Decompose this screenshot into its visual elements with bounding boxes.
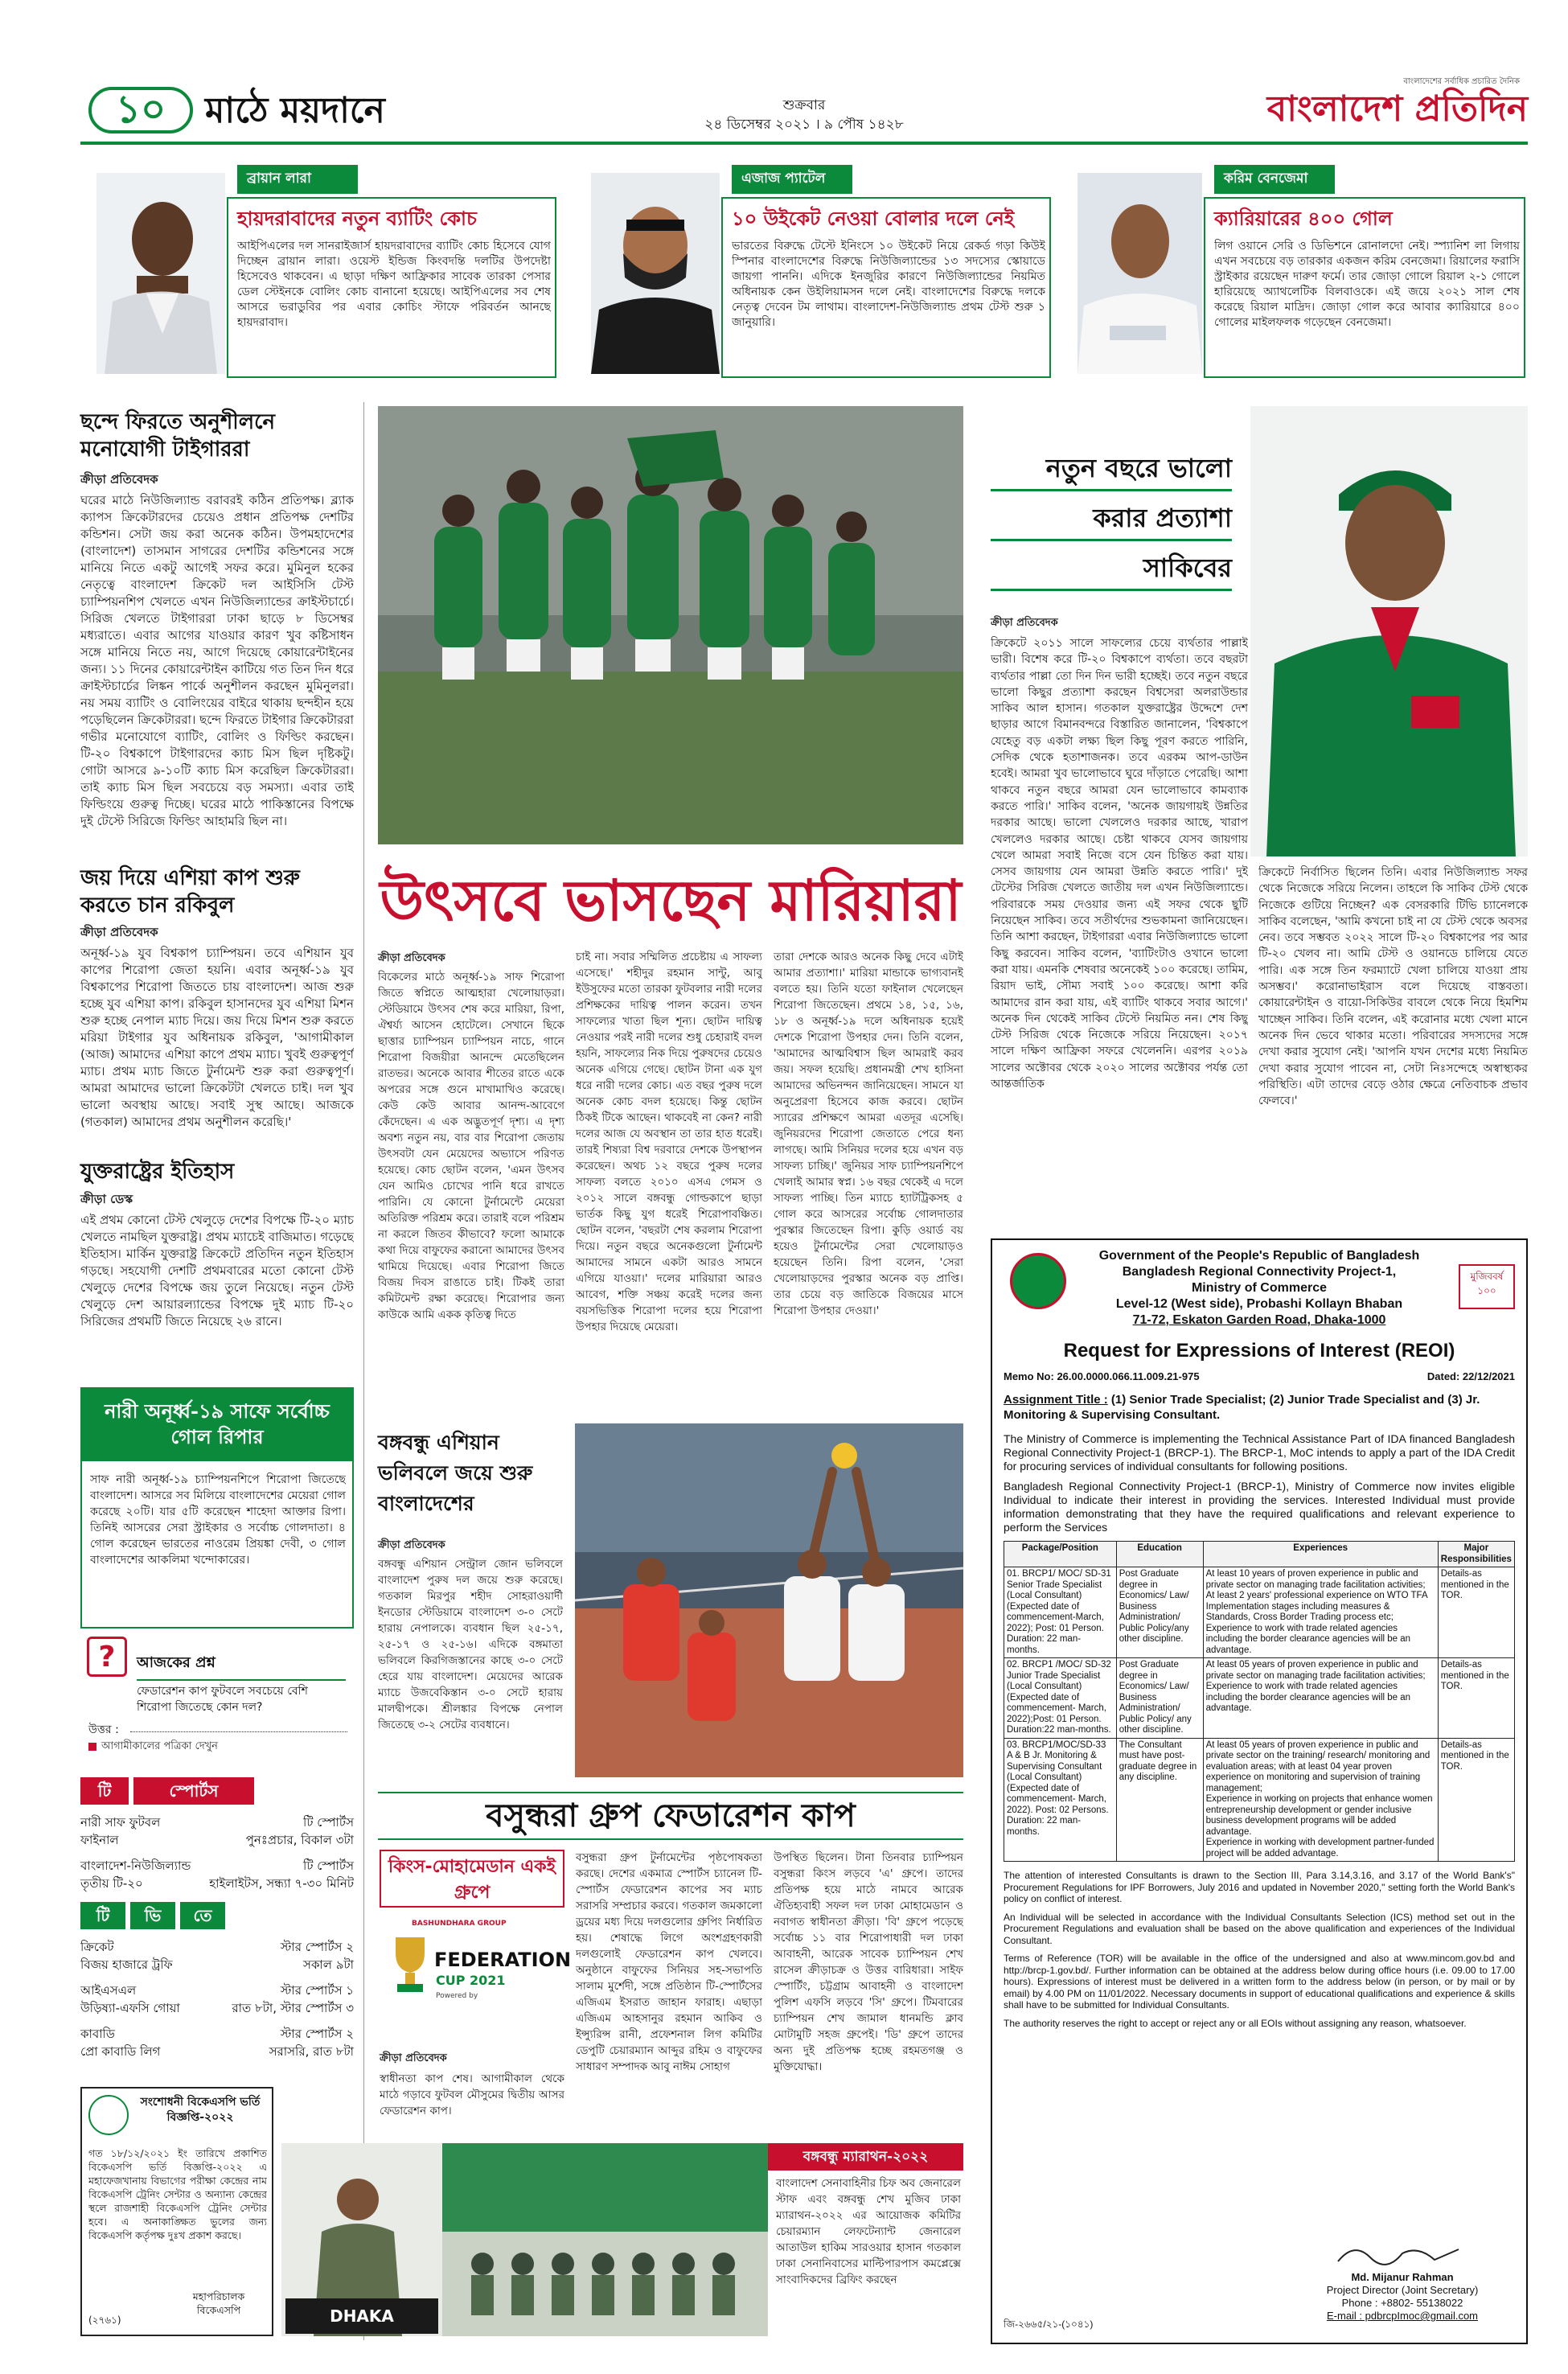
govt-logo <box>1010 1253 1066 1309</box>
eoi-ministry: Ministry of Commerce <box>1191 1281 1328 1295</box>
feature-col1: বিকেলের মাঠে অনূর্ধ্ব-১৯ সাফ শিরোপা জিতে স্বপ্নিতে আত্মহারা খেলোয়াড়রা। স্টেডিয়ামে উৎসব শেষ করে মারিয়া, রিপা, ঐশ্বর্য্য আসেন হোটেলে। সেখানে ছিকে ছাত্তার চ্যাম্পিয়ন চ্যাম্পিয়ন নাচে, গানে শিরোপা বিজয়ীরা আনন্দে মেতেছিলেন রাতভর। অনেকে আবার শীতের রাতে একে অপরের সঙ্গে গুনে মাখামাখিও করেছে। কেউ কেউ আবার আনন্দ-আবেগে কেঁদেছেন। এ এক অদ্ভুতপূর্ণ দৃশ্য। এ দৃশ্য অবশ্য নতুন নয়, বার বার শিরোপা জেতায় উৎসবটা যেন মেয়েদের অভ্যাসে পরিণত হয়েছে। কোচ ছোটন বলেন, 'এমন উৎসব যেন আমিও চোখের পানি ধরে রাখতে পারিনি। যে কোনো টুর্নামেন্টে মেয়েরা অতিরিক্ত পরিশ্রম করে। তারাই বলে পরিশ্রম না করলে জিতব কীভাবে? ফলো আমাকে কথা দিয়ে বাফুফের করানো আমাদের উৎসব থামিয়ে দিয়েছে। এবার শিরোপা জিতে বিজয় দিবস রাঙাতে চাই। টিকই তারা কমিটমেন্ট রক্ষা করেছে। শিরোপার জন্য কাউকে আমি একক কৃতিত্ব দিতে <box>378 971 564 1321</box>
quiz-footer-marker <box>88 1743 96 1751</box>
eoi-para6: The authority reserves the right to accept or reject any or all EOIs without assigning any reason, whatsoever. <box>1004 2017 1467 2029</box>
schedule-row: বিজয় হাজারে ট্রফি সকাল ৯টা <box>80 1957 354 1972</box>
fedcup-col2: উপস্থিত ছিলেন। টানা তিনবার চ্যাম্পিয়ন বসুন্ধরা কিংস লড়বে 'এ' গ্রুপে। তাদের প্রতিপক্ষ হয়ে মাঠে নামবে আরেক ঐতিহ্যবাহী সফল দল ঢাকা মোহামেডান ও নবাগত স্বাধীনতা ক্রীড়া। 'বি' গ্রুপে পড়েছে সর্বোচ্চ ১১ বার শিরোপাধারী দল ঢাকা আবাহনী, আরেক সাবেক চ্যাম্পিয়ন শেখ রাসেল ক্রীড়াচক্র ও উত্তর বারিধারা। সাইফ স্পোর্টিং, চট্টগ্রাম আবাহনী ও বাংলাদেশ পুলিশ এফসি লড়বে 'সি' গ্রুপে। টিমবারের চ্যাম্পিয়ন শেখ জামাল ধানমন্ডি ক্লাব মোটামুটি সহজ গ্রুপেই। 'ডি' গ্রুপে তাদের অন্য দুই প্রতিপক্ষ হচ্ছে রহমতগঞ্জ ও মুক্তিযোদ্ধা। <box>774 1851 963 2073</box>
schedule-row: উড়িষ্যা-এফসি গোয়া রাত ৮টা, স্টার স্পোর্টস ৩ <box>80 2001 354 2015</box>
table-row: 01. BRCP1/ MOC/ SD-31 Senior Trade Specialist (Local Consultant) (Expected date of commencement-March, 2022); Post: 01 Person. Duration: 22 man-months. Post Graduate degree in Economics/ Law/ Business Administration/ Public Policy/any other discipline. At least 10 years of proven experience in public and private sector on managing trade facilitation activities; At least 2 years' professional experience on WTO TFA Implementation stages including measures & Standards, Cross Border Trading process etc; Experience to work with trade related agencies including the border clearance agencies will be an advantage. Details-as mentioned in the TOR. <box>1004 1567 1515 1658</box>
rakibul-headline: জয় দিয়ে এশিয়া কাপ শুরু করতে চান রকিবুল <box>80 866 300 918</box>
fedcup-col1: বসুন্ধরা গ্রুপ টুর্নামেন্টের পৃষ্ঠপোষকতা করছে। দেশের একমাত্র স্পোর্টস চ্যানেল টি-স্পোর্টস ফেডারেশন কাপের সব ম্যাচ সরাসরি সম্প্রচার করবে। গতকাল জমকালো ড্রয়ের মধ্য দিয়ে দলগুলোর গ্রুপিং নির্ধারিত হয়। শেষাদ্ধে লিগে অংশগ্রহণকারী দলগুলোই ফেডারেশন কাপ খেলবে। অনুষ্ঠানে বাফুফের সিনিয়র সহ-সভাপতি সালাম মুর্শেদী, সঙ্গে প্রতিষ্ঠান টি-স্পোর্টসের এজিএম ইসরাত জাহান ফারাহ। এছাড়া এজিএম আহসানুর রহমান আকিব ও ইন্স্যুরিন্স রানী, প্রফেশনাল লিগ কমিটির ডেপুটি চেয়ারম্যান আব্দুর রহিম ও বাফুফের সাধারণ সম্পাদক আবু নাঈম সোহাগ <box>576 1851 762 2073</box>
trophy-icon <box>388 1934 433 1998</box>
eoi-signature <box>1330 2237 1475 2269</box>
top-story-lara <box>96 165 559 382</box>
benzema-body: লিগ ওয়ানে সেরি ও ডিভিশনে রোনালদো নেই। স্প্যানিশ লা লিগায় এখন সবচেয়ে বড় তারকার একজন করিম বেনজেমা। রিয়ালের ফরাসি স্ট্রাইকার রয়েছেন দারুণ ফর্মে। তার জোড়া গোলে রিয়াল ২-১ গোলে হারিয়েছে অ্যাথলেটিক বিলবাওকে। এই জয়ে ২০২১ সাল শেষ করেছে রিয়াল মাদ্রিদ। জোড়া গোল করে আবার ক্যারিয়ারে ৪০০ গোলের মাইলফলক গড়েছেন বেনজেমা। <box>1214 240 1520 329</box>
tigers-byline: ক্রীড়া প্রতিবেদক <box>80 472 158 487</box>
bksp-ad <box>80 2087 273 2336</box>
schedule-row: ক্রিকেট স্টার স্পোর্টস ২ <box>80 1940 354 1954</box>
header-day: শুক্রবার <box>782 97 826 113</box>
fedcup-logo-sub: CUP 2021 <box>436 1973 506 1988</box>
schedule-row: তৃতীয় টি-২০ হাইলাইটস, সন্ধ্যা ৭-৩০ মিনিট <box>80 1876 354 1891</box>
eoi-sign-name: Md. Mijanur Rahman <box>1351 2271 1454 2283</box>
tsports-letter-t: টি <box>80 1777 129 1805</box>
usa-body: এই প্রথম কোনো টেস্ট খেলুড়ে দেশের বিপক্ষে টি-২০ ম্যাচ খেলতে নামছিল যুক্তরাষ্ট্র। প্রথম ম্যাচেই বাজিমাত। গড়েছে ইতিহাস। মার্কিন যুক্তরাষ্ট্র ক্রিকেটে প্রতিদিন নতুন ইতিহাস গড়ছে। সহযোগী দেশটি প্রথমবারের মতো কোনো টেস্ট খেলুড়ে দেশের বিপক্ষে জয় তুলে নিয়েছে। নতুন টেস্ট খেলুড়ে দেশ আয়ারল্যান্ডের বিপক্ষে দুই ম্যাচ টি-২০ সিরিজের প্রথমটি জিতে নিয়েছে ২৬ রানে। <box>80 1213 354 1329</box>
lara-tag: ব্রায়ান লারা <box>237 165 358 194</box>
rakibul-byline: ক্রীড়া প্রতিবেদক <box>80 925 158 939</box>
quiz-box <box>80 1637 354 1753</box>
eoi-title: Request for Expressions of Interest (REOI) <box>1063 1340 1455 1362</box>
eoi-para3: The attention of interested Consultants is drawn to the Section III, Para 3.14,3.16, and 3.17 of the World Bank's" Procurement Regulations for IPF Borrowers, July 2016 and updated in November 2020," setting forth the World Bank's policy on conflict of interest. <box>1004 1870 1515 1904</box>
lara-headline: হায়দরাবাদের নতুন ব্যাটিং কোচ <box>237 207 477 230</box>
eoi-advertisement <box>991 1238 1528 2344</box>
schedule-row: কাবাডি স্টার স্পোর্টস ২ <box>80 2027 354 2041</box>
ajaz-body: ভারতের বিরুদ্ধে টেস্টে ইনিংসে ১০ উইকেট নিয়ে রেকর্ড গড়া কিউই স্পিনার বাংলাদেশের বিরুদ্ধে নিউজিল্যান্ডের ১৩ সদস্যের স্কোয়াডে জায়গা পাননি। এদিকে ইনজুরির কারণে নিউজিল্যান্ডের নিয়মিত অধিনায়ক কেন উইলিয়ামসন দলে নেই। বাংলাদেশের বিরুদ্ধে দলকে নেতৃত্ব দেবেন টম লাথাম। বাংলাদেশ-নিউজিল্যান্ড প্রথম টেস্ট শুরু ১ জানুয়ারি। <box>732 240 1045 329</box>
eoi-para4: An Individual will be selected in accordance with the Individual Consultants Selection (ICS) method set out in the Procurement Regulations and evaluation shall be based on the above qualification and experiences of the Individual Consultant. <box>1004 1911 1515 1946</box>
quiz-question: ফেডারেশন কাপ ফুটবলে সবচেয়ে বেশি শিরোপা জিতেছে কোন দল? <box>137 1685 308 1714</box>
schedule-row: নারী সাফ ফুটবল টি স্পোর্টস <box>80 1815 354 1830</box>
volleyball-photo <box>575 1423 963 1777</box>
feature-headline: উৎসবে ভাসছেন মারিয়ারা <box>380 867 962 934</box>
eoi-code: জি-২৬৬৫/২১-(১০৪১) <box>1004 2319 1094 2330</box>
schedule-row: আইএসএল স্টার স্পোর্টস ১ <box>80 1983 354 1998</box>
marathon-sign: DHAKA MARATHON <box>285 2298 438 2334</box>
eoi-sign-phone: Phone : +8802- 55138022 <box>1341 2297 1463 2309</box>
tv-letter-3: তে <box>180 1902 225 1929</box>
eoi-dated: Dated: 22/12/2021 <box>1426 1370 1515 1382</box>
football-celebration-photo <box>378 406 963 844</box>
benzema-headline: ক্যারিয়ারের ৪০০ গোল <box>1214 207 1393 230</box>
ajaz-tag: এজাজ প্যাটেল <box>732 165 852 194</box>
quiz-answer-line[interactable] <box>130 1731 347 1732</box>
feature-col2: চাই না। সবার সম্মিলিত প্রচেষ্টায় এ সাফল্য এসেছে।' শহীদুর রহমান সান্টু, আবু ইউসুফের মতো তারকা ফুটবলার নারী দলের প্রশিক্ষকের দায়িত্ব পালন করেন। তখন সাফল্যের খাতা ছিল শূন্য। ছোটন দায়িত্ব নেওয়ার পরই নারী দলের শুধু চেহারাই বদল হয়নি, সাফল্যের নিক দিয়ে পুরুষদের চেয়েও অনেক এগিয়ে গেছে। ছোটন টানা এক যুগ ধরে নারী দলের কোচ। এত বছর পুরুষ দলে অনেক কোচ বদল হয়েছে। কিন্তু ছোটন ঠিকই টিকে আছেন। থাকবেই না কেন? নারী দলের আজ যে অবস্থান তা তার হাত ধরেই। তারই শিষ্যরা বিশ্ব দরবারে দেশকে উপস্থাপন করেছেন। অথচ ১২ বছরে পুরুষ দলের সাফল্য বলতে ২০১০ এসএ গেমস ও ২০১২ সালে বঙ্গবন্ধু গোল্ডকাপে ছাড়া ভার্তক কিছু যুগ ধরেই শিরোপাবঞ্চিত। ছোটন বলেন, 'বছরটা শেষ করলাম শিরোপা দিয়ে। নতুন বছরে অনেকগুলো টুর্নামেন্ট আমাদের সামনে একটা আরও সামনে এগিয়ে যাওয়া।' দলের মারিয়ারা আরও আবেগ, শক্তি সঞ্চয় করেই দলের জন্য বয়সভিত্তিক শিরোপা দলের হয়ে শিরোপা উপহার দিয়েছে মেয়েরা। <box>576 951 762 1333</box>
eoi-project: Bangladesh Regional Connectivity Project-1, <box>1122 1265 1397 1279</box>
tsports-word: স্পোর্টস <box>133 1777 254 1805</box>
volleyball-headline: বঙ্গবন্ধু এশিয়ান ভলিবলে জয়ে শুরু বাংলাদেশের <box>378 1431 533 1515</box>
page-header <box>40 71 1528 143</box>
shakib-headline-line2: করার প্রত্যাশা <box>991 500 1232 541</box>
shakib-byline: ক্রীড়া প্রতিবেদক <box>991 617 1058 629</box>
tv-letter-2: ভি <box>130 1902 175 1929</box>
usa-headline: যুক্তরাষ্ট্রের ইতিহাস <box>80 1160 235 1184</box>
feature-col3: তারা দেশকে আরও অনেক কিছু দেবে এটাই আমার প্রত্যাশা।' মারিয়া মান্ডাকে ভাগ্যবানই বলতে হয়। তিনি যতো ফাইনাল খেলেছেন শিরোপা জিতেছেন। প্রথমে ১৪, ১৫, ১৬, ১৮ ও অনূর্ধ্ব-১৯ দলে অধিনায়ক হয়েই দেশকে শিরোপা উপহার দেন। তিনি বলেন, 'আমাদের আত্মবিশ্বাস ছিল আমরাই করব জয়। সফল হয়েছি। প্রধানমন্ত্রী শেখ হাসিনা আমাদের অভিনন্দন জানিয়েছেন। সামনে যা অনুপ্রেরণা হিসেবে কাজ করবে। ছোটন স্যারের প্রশিক্ষণে আমরা এতদূর এসেছি। জুনিয়রদের শিরোপা জেতাতে পেরে ধন্য লাগছে। আমি সিনিয়র দলের হয়ে এখন বড় সাফল্য চাচ্ছি।' জুনিয়র সাফ চ্যাম্পিয়নশিপে খেলাই আমার স্বপ্ন। ১৬ বছর থেকেই এ দলে সাফল্য পাচ্ছি। তিন ম্যাচে হ্যাটট্রিকসহ ৫ গোল করে আসরের সর্বোচ্চ গোলদাতার পুরস্কার জিতেছেন রিপা। কুড়ি ওয়ার্ড বয় হয়েও টুর্নামেন্টের সেরা খেলোয়াড়ও হয়েছেন তিনি। রিপা বলেন, 'সেরা খেলোয়াড়দের পুরস্কার অনেক বড় প্রাপ্তি। তার চেয়ে বড় জাতিকে বিজয়ের মাসে শিরোপা উপহার দেওয়া।' <box>774 951 963 1317</box>
tsports-strip <box>80 1777 354 1806</box>
top-story-benzema <box>1077 165 1528 382</box>
fedcup-logo-title: FEDERATION <box>434 1949 572 1971</box>
eoi-sign-block <box>1290 2271 1515 2323</box>
schedule-row: ফাইনাল পুনঃপ্রচার, বিকাল ৩টা <box>80 1833 354 1847</box>
ripa-body: সাফ নারী অনূর্ধ্ব-১৯ চ্যাম্পিয়নশিপে শিরোপা জিতেছে বাংলাদেশ। আসরে সব মিলিয়ে বাংলাদেশের মেয়েরা গোল করেছে ২০টি। যার ৫টি করেছেন শাহেদা আক্তার রিপা। তিনিই আসরের সেরা স্ট্রাইকার ও সর্বোচ্চ গোলদাতা। ৪ গোল করেছেন ভারতের নাওরেম প্রিয়ঙ্কা দেবী, ৩ গোল বাংলাদেশের আকলিমা খন্দোকারের। <box>90 1473 346 1567</box>
eoi-th-responsibilities: Major Responsibilities <box>1438 1542 1514 1567</box>
eoi-th-package: Package/Position <box>1004 1542 1117 1567</box>
eoi-assignment-label: Assignment Title : <box>1004 1393 1108 1407</box>
fedcup-logo-powered: Powered by <box>436 1992 478 2000</box>
schedule-row: বাংলাদেশ-নিউজিল্যান্ড টি স্পোর্টস <box>80 1859 354 1873</box>
eoi-para1: The Ministry of Commerce is implementing the Technical Assistance Part of IDA financed Bangladesh Regional Connectivity Project-1 (BRCP-1). The BRCP-1, MoC intends to apply a part of the IDA Credit for procuring services of individual consultants for following positions. <box>1004 1432 1515 1472</box>
shakib-headline-line3: সাকিবের <box>991 550 1232 591</box>
eoi-sign-title: Project Director (Joint Secretary) <box>1326 2284 1479 2296</box>
mujib-logo: মুজিববর্ষ ১০০ <box>1459 1264 1515 1309</box>
eoi-address1: Level-12 (West side), Probashi Kollayn Bhaban <box>1115 1297 1403 1311</box>
eoi-th-education: Education <box>1116 1542 1203 1567</box>
rakibul-body: অনূর্ধ্ব-১৯ যুব বিশ্বকাপ চ্যাম্পিয়ন। তবে এশিয়ান যুব কাপের শিরোপা জেতা হয়নি। এবার অনূর্ধ্ব-১৯ যুব বিশ্বকাপের শিরোপা জিততে চায় বাংলাদেশ। আজ শুরু হচ্ছে যুব এশিয়া কাপ। রকিবুল হাসানদের যুব এশিয়া মিশন শুরু হচ্ছে নেপাল ম্যাচ দিয়ে। জয় দিয়ে মিশন শুরু করতে মরিয়া টাইগার যুব অধিনায়ক রকিবুল, 'আগামীকাল (আজ) আমাদের এশিয়া কাপে প্রথম ম্যাচ। খুবই গুরুত্বপূর্ণ ম্যাচ। প্রথম ম্যাচ জিতে টুর্নামেন্ট শুরু করা গুরুত্বপূর্ণ। আমরা আমাদের ভালো ক্রিকেটটা খেলতে চাই। দল খুব ভালো অবস্থায় আছে। সবাই সুস্থ আছে। আজকে (গতকাল) আমাদের প্রথম অনুশীলন করেছি।' <box>80 946 354 1129</box>
eoi-assignment: (1) Senior Trade Specialist; (2) Junior Trade Specialist and (3) Jr. Monitoring & Supervising Consultant. <box>1004 1393 1480 1422</box>
fedcup-logo <box>380 1918 572 2043</box>
column-divider <box>363 402 364 2340</box>
shakib-col2: ক্রিকেটে নির্বাসিত ছিলেন তিনি। এবার নিউজিল্যান্ড সফর থেকে নিজেকে সরিয়ে নিলেন। তাহলে কি সাকিব টেস্ট থেকে নিজেকে গুটিয়ে নিচ্ছেন? এক বেসরকারি টিভি চ্যানেলকে সাকিব বলেছেন, 'আমি কখনো চাই না যে টেস্ট থেকে অবসর নেব। তবে সম্ভবত ২০২২ সালে টি-২০ বিশ্বকাপের পর আর টি-২০ খেলব না। আমি টেস্ট ও ওয়ানডে চালিয়ে যেতে পারি। এক সঙ্গে তিন ফরম্যাটে খেলা চালিয়ে যাওয়া প্রায় অসম্ভব।' করোনাভাইরাস বলে দিয়েছে বাস্তবতা। কোয়ারেন্টাইন ও বায়ো-সিকিউর বাবলে থেকে নিয়ে হিমশিম খাচ্ছেন সাকিব। তিনি বলেন, এই করোনার মধ্যে খেলা মানে অনেক দিন ভেবে থাকার মতো। পরিবারের সদস্যদের সঙ্গে দেখা করার সুযোগ নেই। 'আপনি যখন দেশের মধ্যে নিয়মিত দেখা করার সুযোগ পাবেন না, সেটা নিঃসন্দেহে অস্বাস্থ্যকর পরিস্থিতি। এটা তাদের বেড়ে ওঠার ক্ষেত্রে নেতিবাচক প্রভাব ফেলবে।' <box>1258 866 1528 1108</box>
masthead-tagline: বাংলাদেশের সর্বাধিক প্রচারিত দৈনিক <box>1403 77 1520 86</box>
quiz-title: আজকের প্রশ্ন <box>137 1651 346 1681</box>
eoi-gov: Government of the People's Republic of Bangladesh <box>1098 1249 1420 1263</box>
tigers-body: ঘরের মাঠে নিউজিল্যান্ড বরাবরই কঠিন প্রতিপক্ষ। ব্ল্যাক ক্যাপস ক্রিকেটারদের চেয়েও প্রধান প্রতিপক্ষ দেশটির কন্ডিশন। সেটা জয় করা অনেক কঠিন। উপমহাদেশের (বাংলাদেশ) তাসমান সাগরের দেশটির কন্ডিশনের সঙ্গে মানিয়ে নিতে একটু আগেই সফর করে। মুমিনুল হকের নেতৃত্বে বাংলাদেশ ক্রিকেট দল আইসিসি টেস্ট চ্যাম্পিয়নশিপ খেলতে এখন নিউজিল্যান্ডের ক্রাইস্টচার্চে। সিরিজ খেলতে টাইগাররা ঢাকা ছাড়ে ৮ ডিসেম্বর মধ্যরাতে। এবার আগের যাওয়ার কারণ খুব কষ্টিসাধন সঙ্গে মানিয়ে নিতে নয়, আগে দিয়েছে কোয়ারেন্টাইনের জন্য। ১১ দিনের কোয়ারেন্টাইন কাটিয়ে গত তিন দিন ধরে ক্রাইস্টচার্চের লিঙ্কন পার্কে অনুশীলন করছেন মুমিনুলরা। নয় সময় ব্যাটিং ও বোলিংয়ের বাইরে থাকায় ছন্দহীন হয়ে পড়েছিলেন ক্রিকেটাররা। ছন্দে ফিরতে টাইগার ক্রিকেটাররা গভীর মনোযোগে ব্যাটিং, বোলিং ও ফিল্ডিং করছেন। টি-২০ বিশ্বকাপে টাইগারদের ক্যাচ মিস ছিল দৃষ্টিকটু। গোটা আসরে ৯-১০টি ক্যাচ মিস করেছিল ক্রিকেটাররা। তাই ক্যাচ মিস ছিল সবচেয়ে বড় সমস্যা। এবার তাই ফিল্ডিংয়ে গুরুত্ব দিচ্ছে। ঘরের মাঠে পাকিস্তানের বিপক্ষে দুই টেস্টে সিরিজে ফিল্ডিং আহামরি ছিল না। <box>80 493 354 828</box>
fedcup-group-label: কিংস-মোহামেডান একই গ্রুপে <box>380 1850 564 1908</box>
tv-strip <box>80 1902 354 1931</box>
masthead-logo: বাংলাদেশ প্রতিদিন <box>1266 88 1528 129</box>
ajaz-headline: ১০ উইকেট নেওয়া বোলার দলে নেই <box>732 207 1015 230</box>
eoi-para2: Bangladesh Regional Connectivity Project-1 (BRCP-1), Ministry of Commerce now invites eligible Individual to indicate their interest in providing the services. Interested Individual must provide information demonstrating that they have the required qualifications and relevant experience to perform the Services <box>1004 1480 1515 1534</box>
fedcup-logo-top: BASHUNDHARA GROUP <box>412 1920 507 1928</box>
shakib-headline-line1: নতুন বছরে ভালো <box>991 450 1232 491</box>
eoi-sign-email[interactable]: E-mail : pdbrcpImoc@gmail.com <box>1326 2310 1479 2322</box>
marathon-caption: বাংলাদেশ সেনাবাহিনীর চিফ অব জেনারেল স্টাফ এবং বঙ্গবন্ধু শেখ মুজিব ঢাকা ম্যারাথন-২০২২ এর আয়োজক কমিটির চেয়ারম্যান লেফটেন্যান্ট জেনারেল আতাউল হাকিম সারওয়ার হাসান গতকাল ঢাকা সেনানিবাসের মাল্টিপারপাস কমপ্লেক্সে সাংবাদিকদের ব্রিফিং করছেন <box>776 2177 961 2286</box>
shakib-col1: ক্রিকেটে ২০১১ সালে সাফল্যের চেয়ে ব্যর্থতার পাল্লাই ভারী। বিশেষ করে টি-২০ বিশ্বকাপে ব্যর্থতা। তবে বছরটা ব্যর্থতার পাল্লা তো দিন দিন ভারী হচ্ছেই। তবে নতুন বছরে ভালো কিছুর প্রত্যাশা করছেন বিশ্বসেরা অলরাউন্ডার সাকিব আল হাসান। গতকাল যুক্তরাষ্ট্রের উদ্দেশে দেশ ছাড়ার আগে বিমানবন্দরে বিস্তারিত জানালেন, 'বিশ্বকাপে যেহেতু বড় একটা লক্ষ্য ছিল কিছু পূরণ করতে পারিনি, সেদিক থেকে হতাশাজনক। তবে এরকম আপ-ডাউন হবেই। আমরা খুব ভালোভাবে ঘুরে দাঁড়াতে পেরেছি। আশা থাকবে নতুন বছরে আমরা যেন ভালোভাবে কামব্যাক করতে পারি।' সাকিব বলেন, 'অনেক জায়গায়ই উন্নতির দরকার আছে। ভালো খেললেও দরকার আছে, খারাপ খেললেও দরকার আছে। চেষ্টা থাকবে যেসব জায়গায় খেলে আমরা সবাই নিজে বসে যেন চিন্তিত করা যায়। সেসব জায়গায় যেন আমরা উন্নতি করতে পারি।' দুই টেস্টের সিরিজ খেলতে জাতীয় দল এখন নিউজিল্যান্ডে। পরিবারকে সময় দেওয়ার জন্য এই সফর থেকে ছুটি নিয়েছেন সাকিব। তবে সতীর্থদের শুভকামনা জানিয়েছেন। তিনি আশা করছেন, টাইগাররা এবার নিউজিল্যান্ডে ভালো কিছু করবেন। সাকিব বলেন, 'ব্যাটিংটাও ওখানে ভালো করা যায়। এমনকি শেষবার অনেকেই ১০০ করেছে। তামিম, রিয়াদ ভাই, সৌম্য সবাই ১০০ করেছে। আশা করি আমাদের রান করা যায়, এই ব্যাটিং থাকবে সবার আগে।' অনেক দিন থেকেই সাকিব টেস্টে নিয়মিত নন। শেষ কিছু টেস্ট সিরিজ থেকে নিজেকে সরিয়ে নিয়েছেন। ২০১৭ সালে দক্ষিণ আফ্রিকা সফরে খেলেননি। এরপর ২০১৯ সালের অক্টোবর থেকে ২০২০ সালের অক্টোবর পর্যন্ত তো আন্তর্জাতিক <box>991 637 1248 1091</box>
eoi-th-experiences: Experiences <box>1203 1542 1438 1567</box>
bksp-logo <box>88 2095 129 2135</box>
header-date: ২৪ ডিসেম্বর ২০২১ । ৯ পৌষ ১৪২৮ <box>704 117 904 133</box>
tv-letter-1: টি <box>80 1902 125 1929</box>
section-title: মাঠে ময়দানে <box>205 90 385 131</box>
eoi-address2: 71-72, Eskaton Garden Road, Dhaka-1000 <box>1132 1313 1386 1327</box>
bksp-sign: মহাপরিচালক বিকেএসপি <box>192 2290 245 2316</box>
benzema-tag: করিম বেনজেমা <box>1214 165 1335 194</box>
ripa-title: নারী অনূর্ধ্ব-১৯ সাফে সর্বোচ্চ গোল রিপার <box>80 1387 354 1461</box>
fedcup-byline: ক্রীড়া প্রতিবেদক <box>380 2052 447 2064</box>
schedule-row: প্রো কাবাডি লিগ সরাসরি, রাত ৮টা <box>80 2044 354 2059</box>
eoi-para5: Terms of Reference (TOR) will be available in the office of the undersigned and also at www.mincom.gov.bd and http://brcp-1.gov.bd/. Further information can be obtained at the address below during office hours (i.e. 09.00 to 17.00 hours). Expressions of interest must be delivered in a written form to the address below (in person, or by mail or by email) by 4.00 PM on 11/01/2022. Necessary documents in support of educational qualifications and experience & skills shall have to be submitted for Individual Consultants. <box>1004 1953 1515 2011</box>
ajaz-photo <box>591 173 720 374</box>
top-story-ajaz <box>591 165 1053 382</box>
table-row: 02. BRCP1 /MOC/ SD-32 Junior Trade Specialist (Local Consultant) (Expected date of commencement- March, 2022);Post: 01 Person. Duration:22 man-months. Post Graduate degree in Economics/ Law/ Business Administration/ Public Policy/ any other discipline. At least 05 years of proven experience in public and private sector on managing trade facilitation activities; Experience to work with trade related agencies including the border clearance agencies will be an advantage. Details-as mentioned in the TOR. <box>1004 1658 1515 1739</box>
fedcup-col0: স্বাধীনতা কাপ শেষ। আগামীকাল থেকে মাঠে গড়াবে ফুটবল মৌসুমের দ্বিতীয় আসর ফেডারেশন কাপ। <box>380 2072 564 2117</box>
bksp-code: (২৭৬১) <box>88 2314 121 2326</box>
feature-byline: ক্রীড়া প্রতিবেদক <box>378 952 445 964</box>
quiz-footer: আগামীকালের পত্রিকা দেখুন <box>101 1740 218 1752</box>
tv-schedule <box>80 1938 354 2071</box>
lara-photo <box>96 173 225 374</box>
benzema-photo <box>1077 173 1202 374</box>
eoi-memo: Memo No: 26.00.0000.066.11.009.21-975 <box>1004 1370 1200 1382</box>
quiz-answer-label: উত্তর : <box>88 1723 119 1736</box>
fedcup-headline: বসুন্ধরা গ্রুপ ফেডারেশন কাপ <box>486 1797 856 1834</box>
marathon-label: বঙ্গবন্ধু ম্যারাথন-২০২২ <box>768 2143 963 2171</box>
bksp-body: গত ১৮/১২/২০২১ ইং তারিখে প্রকাশিত বিকেএসপি ভর্তি বিজ্ঞপ্তি-২০২২ এ মহাফেজখানায় বিভাগের পরীক্ষা কেন্দ্রের নাম বিকেএসপি ট্রেনিং সেন্টার ও অন্যান্য কেন্দ্রের স্থলে রাজশাহী বিকেএসপি ট্রেনিং সেন্টার হবে। এ অনাকাঙ্ক্ষিত ভুলের জন্য বিকেএসপি কর্তৃপক্ষ দুঃখ প্রকাশ করছে। <box>88 2147 267 2241</box>
volleyball-body: বঙ্গবন্ধু এশিয়ান সেন্ট্রাল জোন ভলিবলে বাংলাদেশ পুরুষ দল জয়ে শুরু করেছে। গতকাল মিরপুর শহীদ সোহরাওয়ার্দী ইনডোর স্টেডিয়ামে বাংলাদেশ ৩-০ সেটে হারায় নেপালকে। ব্যবধান ছিল ২৫-১৭, ২৫-১৭ ও ২৫-১৬। এদিকে বঙ্গমাতা ভলিবলে কিরগিজস্তানের কাছে ৩-০ সেটে হেরে যায় বাংলাদেশ। মেয়েদের আরেক ম্যাচে উজবেকিস্তান ৩-০ সেটে হারায় মালদ্বীপকে। শ্রীলঙ্কার বিপক্ষে নেপাল জিতেছে ৩-২ সেটের ব্যবধানে। <box>378 1558 563 1731</box>
page-number: ১০ <box>115 87 166 132</box>
shakib-photo <box>1250 406 1528 856</box>
question-icon: ? <box>87 1637 127 1677</box>
volleyball-byline: ক্রীড়া প্রতিবেদক <box>378 1539 445 1551</box>
bksp-title: সংশোধনী বিকেএসপি ভর্তি বিজ্ঞপ্তি-২০২২ <box>140 2096 261 2124</box>
eoi-table <box>1004 1541 1515 1862</box>
usa-byline: ক্রীড়া ডেস্ক <box>80 1192 133 1206</box>
tsports-schedule <box>80 1813 354 1894</box>
table-row: 03. BRCP1/MOC/SD-33 A & B Jr. Monitoring & Supervising Consultant (Local Consultant) (Expected date of commencement- March, 2022). Post: 02 Persons. Duration: 22 man- months. The Consultant must have post-graduate degree in any discipline. At least 05 years of proven experience in public and private sector on the training/ research/ monitoring and evaluation areas; with at least 04 year proven experience on monitoring and supervision of training management; Experience in working on projects that enhance women entrepreneurship development or gender inclusive business development programs will be added advantage. Experience in working with development partner-funded project will be added advantage. Details-as mentioned in the TOR. <box>1004 1738 1515 1862</box>
lara-body: আইপিএলের দল সানরাইজার্স হায়দরাবাদের ব্যাটিং কোচ হিসেবে যোগ দিচ্ছেন ব্রায়ান লারা। ওয়েস্ট ইন্ডিজ কিংবদন্তি দলটির উপদেষ্টা হিসেবেও থাকবেন। এ ছাড়া দক্ষিণ আফ্রিকার সাবেক তারকা পেসার ডেল স্টেইনকে বোলিং কোচ বানানো হয়েছে। আইপিএলের সব শেষ আসরে ভরাডুবির পর এবার কোচিং স্টাফে পরিবর্তন আনছে হায়দরাবাদ। <box>237 240 551 329</box>
tigers-headline: ছন্দে ফিরতে অনুশীলনে মনোযোগী টাইগাররা <box>80 410 276 462</box>
header-rule <box>80 142 1528 145</box>
